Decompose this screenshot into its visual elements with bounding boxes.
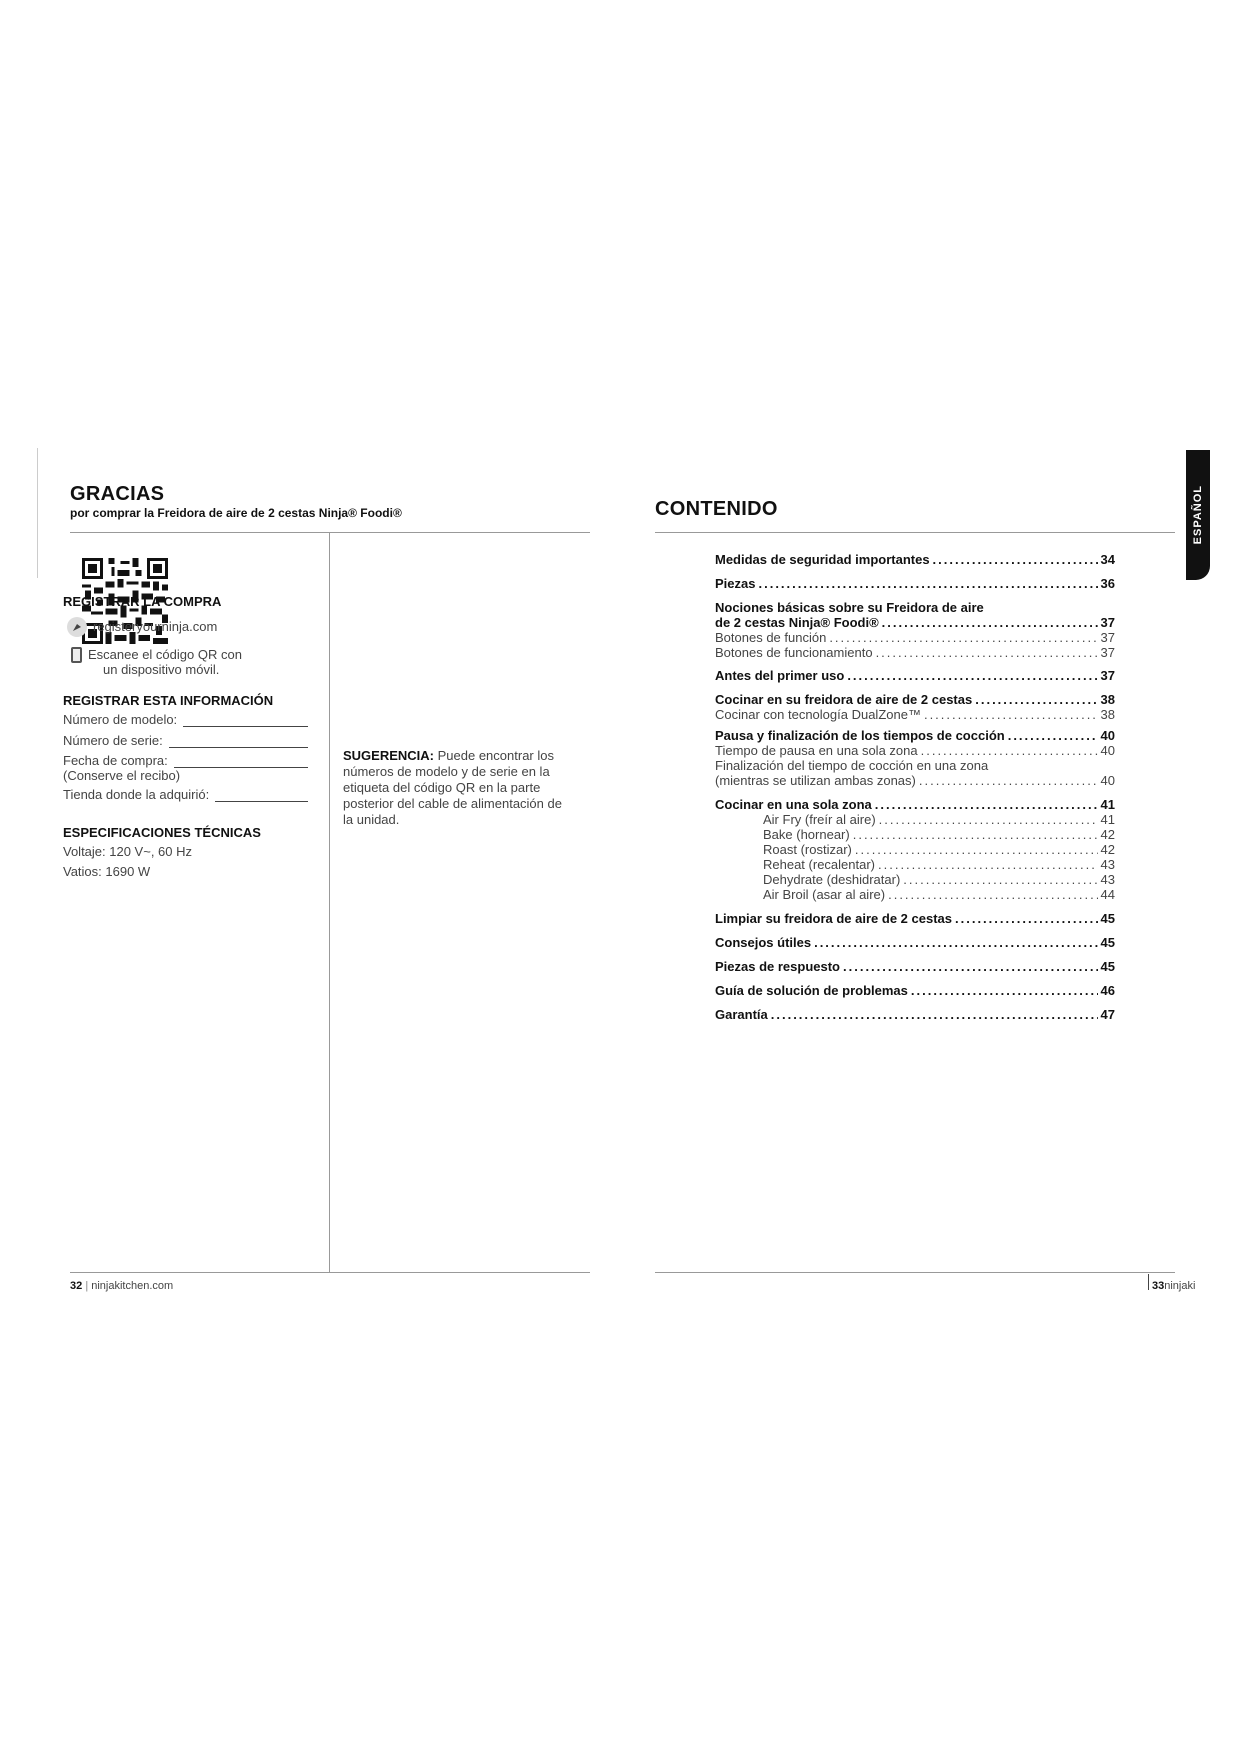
footer-right-separator: [1148, 1274, 1149, 1290]
language-tab[interactable]: [1186, 450, 1210, 580]
top-divider-right: [655, 532, 1175, 533]
toc-entry-dehydrate[interactable]: Dehydrate (deshidratar) ..... 43: [715, 872, 1115, 887]
right-footer-site[interactable]: ninjaki: [1164, 1280, 1196, 1292]
toc-entry-warranty[interactable]: Garantía ..... 47: [715, 1007, 1115, 1022]
serial-number-blank[interactable]: [169, 735, 308, 748]
voltage-spec: Voltaje: 120 V~, 60 Hz: [63, 844, 193, 859]
toc-entry-operating-buttons[interactable]: Botones de funcionamiento ..... 37: [715, 645, 1115, 660]
toc-entry-basics[interactable]: de 2 cestas Ninja® Foodi® ..... 37: [715, 615, 1115, 630]
toc-entry-cooking[interactable]: Cocinar en su freidora de aire de 2 cestas ..... 38: [715, 692, 1115, 707]
watts-spec: Vatios: 1690 W: [63, 864, 151, 879]
link-icon: [67, 617, 87, 637]
scan-qr-row: [67, 647, 242, 677]
toc-entry-first-use[interactable]: Antes del primer uso ..... 37: [715, 668, 1115, 683]
register-website-link[interactable]: registeryourninja.com: [93, 619, 218, 634]
register-purchase-heading: REGISTRAR LA COMPRA: [63, 594, 222, 609]
keep-receipt-note: (Conserve el recibo): [63, 768, 181, 783]
bottom-divider-right: [655, 1272, 1175, 1273]
toc-entry-end-zone[interactable]: (mientras se utilizan ambas zonas) ..... 40: [715, 773, 1115, 788]
bottom-divider: [70, 1272, 590, 1273]
serial-number-field[interactable]: [63, 733, 308, 748]
store-field[interactable]: [63, 787, 308, 802]
scan-qr-text-2: un dispositivo móvil.: [103, 662, 220, 677]
top-divider: [70, 532, 590, 533]
toc-entry-spare-parts[interactable]: Piezas de respuesto ..... 45: [715, 959, 1115, 974]
purchase-date-label: Fecha de compra:: [63, 753, 168, 768]
toc-entry-bake[interactable]: Bake (hornear) ..... 42: [715, 827, 1115, 842]
toc-entry-air-fry[interactable]: Air Fry (freír al aire) ..... 41: [715, 812, 1115, 827]
register-info-heading: REGISTRAR ESTA INFORMACIÓN: [63, 693, 274, 708]
model-number-field[interactable]: [63, 712, 308, 727]
toc-entry-troubleshooting[interactable]: Guía de solución de problemas ..... 46: [715, 983, 1115, 998]
page-subtitle: por comprar la Freidora de aire de 2 cestas Ninja® Foodi®: [70, 506, 402, 520]
toc-entry-tips[interactable]: Consejos útiles ..... 45: [715, 935, 1115, 950]
right-footer: [1152, 1280, 1195, 1292]
left-page: [38, 448, 590, 1293]
purchase-date-field[interactable]: [63, 753, 308, 768]
right-page-number: 33: [1152, 1280, 1165, 1292]
tip-text: Puede encontrar los números de modelo y de serie en la etiqueta del código QR en la parte posterior del cable de alimentación de la unidad.: [343, 748, 562, 827]
right-page: [655, 448, 1241, 1293]
left-footer-site[interactable]: ninjakitchen.com: [91, 1280, 174, 1292]
tip-label: SUGERENCIA:: [343, 748, 435, 763]
left-footer: 32 | ninjakitchen.com: [70, 1280, 174, 1292]
toc-entry-pause-single[interactable]: Tiempo de pausa en una sola zona ..... 40: [715, 743, 1115, 758]
toc-entry-cleaning[interactable]: Limpiar su freidora de aire de 2 cestas ..... 45: [715, 911, 1115, 926]
table-of-contents: [715, 552, 1115, 1022]
model-number-blank[interactable]: [183, 714, 308, 727]
page-title: GRACIAS: [70, 483, 165, 505]
register-website-row[interactable]: [67, 617, 217, 637]
column-divider: [329, 532, 330, 1272]
toc-entry-safety[interactable]: Medidas de seguridad importantes ..... 34: [715, 552, 1115, 567]
language-tab-label: ESPAÑOL: [1192, 485, 1204, 545]
serial-number-label: Número de serie:: [63, 733, 163, 748]
store-label: Tienda donde la adquirió:: [63, 787, 210, 802]
toc-entry-basics-line1[interactable]: Nociones básicas sobre su Freidora de aire: [715, 600, 984, 615]
contents-title: CONTENIDO: [655, 498, 778, 520]
specs-heading: ESPECIFICACIONES TÉCNICAS: [63, 825, 261, 840]
toc-entry-end-zone-line1[interactable]: Finalización del tiempo de cocción en una zona: [715, 758, 989, 773]
mobile-phone-icon: [71, 647, 82, 663]
toc-entry-parts[interactable]: Piezas ..... 36: [715, 576, 1115, 591]
left-page-number: 32: [70, 1280, 83, 1292]
model-number-label: Número de modelo:: [63, 712, 178, 727]
toc-entry-roast[interactable]: Roast (rostizar) ..... 42: [715, 842, 1115, 857]
tip-note: [343, 748, 571, 828]
toc-entry-reheat[interactable]: Reheat (recalentar) ..... 43: [715, 857, 1115, 872]
store-blank[interactable]: [215, 789, 308, 802]
toc-entry-pause[interactable]: Pausa y finalización de los tiempos de cocción ..... 40: [715, 728, 1115, 743]
purchase-date-blank[interactable]: [174, 755, 308, 768]
scan-qr-text-1: Escanee el código QR con: [88, 647, 242, 662]
toc-entry-air-broil[interactable]: Air Broil (asar al aire) ..... 44: [715, 887, 1115, 902]
toc-entry-function-buttons[interactable]: Botones de función ..... 37: [715, 630, 1115, 645]
toc-entry-single-zone[interactable]: Cocinar en una sola zona ..... 41: [715, 797, 1115, 812]
toc-entry-dualzone[interactable]: Cocinar con tecnología DualZone™ ..... 38: [715, 707, 1115, 722]
